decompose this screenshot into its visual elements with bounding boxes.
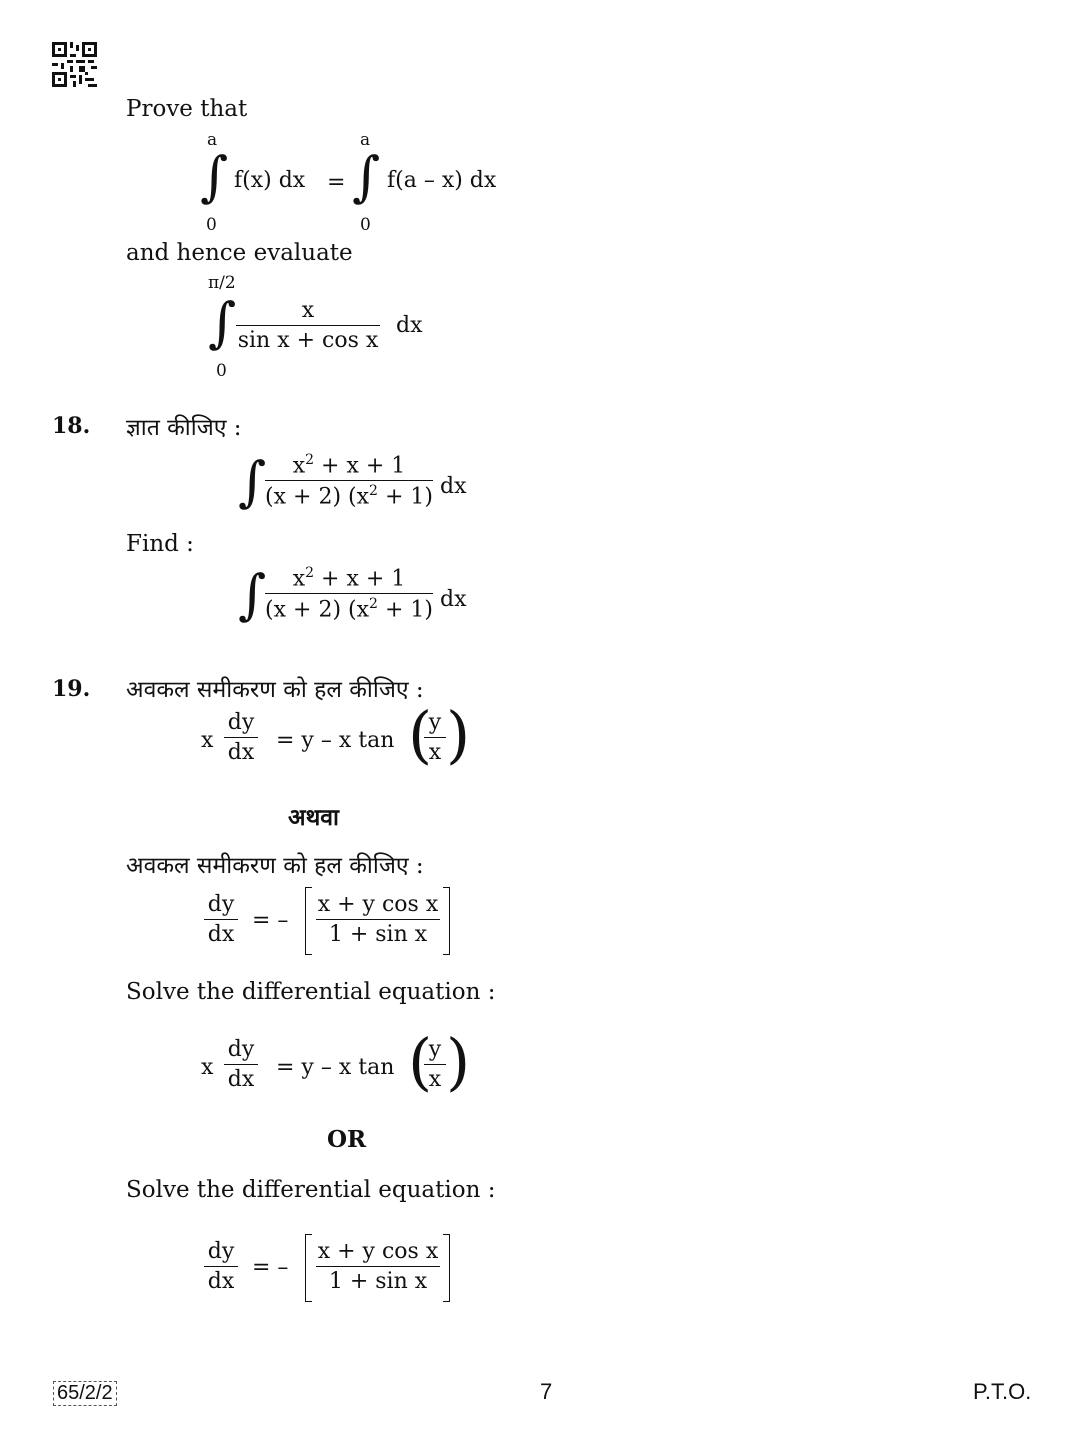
left-paren-icon: ( xyxy=(408,1025,433,1098)
q19-hindi-prompt-2: अवकल समीकरण को हल कीजिए : xyxy=(126,853,424,879)
q19-english-prompt: Solve the differential equation : xyxy=(126,979,496,1005)
left-integrand: f(x) dx xyxy=(234,168,306,193)
x-coefficient: x xyxy=(201,728,214,753)
fraction-denominator: (x + 2) $(x^2 + 1)$ xyxy=(265,596,433,623)
right-bracket-icon xyxy=(443,1234,450,1302)
dy-dx-fraction: dy dx xyxy=(224,710,258,765)
paper-code: 65/2/2 xyxy=(53,1381,117,1406)
dy-dx-fraction: dy dx xyxy=(204,1239,238,1294)
fraction-numerator: $x^2 + x + 1$ xyxy=(292,452,406,479)
left-paren-icon: ( xyxy=(408,698,433,771)
lower-limit: 0 xyxy=(206,215,217,235)
q18-english-prompt: Find : xyxy=(126,531,194,557)
bracket-fraction: x + y cos x 1 + sin x xyxy=(317,1239,439,1294)
qr-code xyxy=(52,42,97,87)
equals-sign: = xyxy=(327,170,346,195)
question-number-18: 18. xyxy=(52,413,91,439)
y-over-x-fraction: y x xyxy=(424,1037,446,1092)
q19-hindi-prompt: अवकल समीकरण को हल कीजिए : xyxy=(126,677,424,703)
dx-text: dx xyxy=(440,474,467,499)
q19-english-prompt-2: Solve the differential equation : xyxy=(126,1177,496,1203)
fraction-denominator: sin x + cos x xyxy=(237,328,379,353)
dy-dx-fraction: dy dx xyxy=(224,1037,258,1092)
fraction-numerator: $x^2 + x + 1$ xyxy=(292,565,406,592)
lower-limit: 0 xyxy=(216,361,227,381)
right-integrand: f(a – x) dx xyxy=(387,168,497,193)
integral-sign-icon: ∫ xyxy=(200,145,229,208)
bracket-fraction: x + y cos x 1 + sin x xyxy=(317,892,439,947)
left-bracket-icon xyxy=(305,1234,312,1302)
right-paren-icon: ) xyxy=(446,698,471,771)
upper-limit: π/2 xyxy=(208,273,236,293)
left-bracket-icon xyxy=(305,887,312,955)
integral-sign-icon: ∫ xyxy=(208,291,237,354)
q18-fraction xyxy=(265,452,433,510)
dx-text: dx xyxy=(396,313,423,338)
integral-sign-icon: ∫ xyxy=(352,145,381,208)
english-or: OR xyxy=(327,1126,367,1153)
upper-limit: a xyxy=(207,130,218,150)
y-over-x-fraction: y x xyxy=(424,710,446,765)
rhs-text: = y – x tan xyxy=(276,1055,395,1080)
fraction-numerator: x xyxy=(301,298,315,323)
integral-sign-icon: ∫ xyxy=(238,450,267,513)
dy-dx-fraction: dy dx xyxy=(204,892,238,947)
lower-limit: 0 xyxy=(360,215,371,235)
prove-that-text: Prove that xyxy=(126,96,248,122)
right-bracket-icon xyxy=(443,887,450,955)
rhs-text: = y – x tan xyxy=(276,728,395,753)
upper-limit: a xyxy=(360,130,371,150)
dx-text: dx xyxy=(440,587,467,612)
question-number-19: 19. xyxy=(52,676,91,702)
q18-hindi-prompt: ज्ञात कीजिए : xyxy=(126,415,242,441)
equals-minus: = – xyxy=(252,908,289,933)
x-coefficient: x xyxy=(201,1055,214,1080)
page-number: 7 xyxy=(540,1379,553,1404)
right-paren-icon: ) xyxy=(446,1025,471,1098)
integral-sign-icon: ∫ xyxy=(238,563,267,626)
evaluate-fraction xyxy=(236,298,380,353)
hindi-or: अथवा xyxy=(288,804,340,831)
q18-fraction xyxy=(265,565,433,623)
please-turn-over: P.T.O. xyxy=(973,1379,1032,1404)
equals-minus: = – xyxy=(252,1255,289,1280)
fraction-denominator: (x + 2) $(x^2 + 1)$ xyxy=(265,483,433,510)
hence-evaluate-text: and hence evaluate xyxy=(126,240,353,266)
